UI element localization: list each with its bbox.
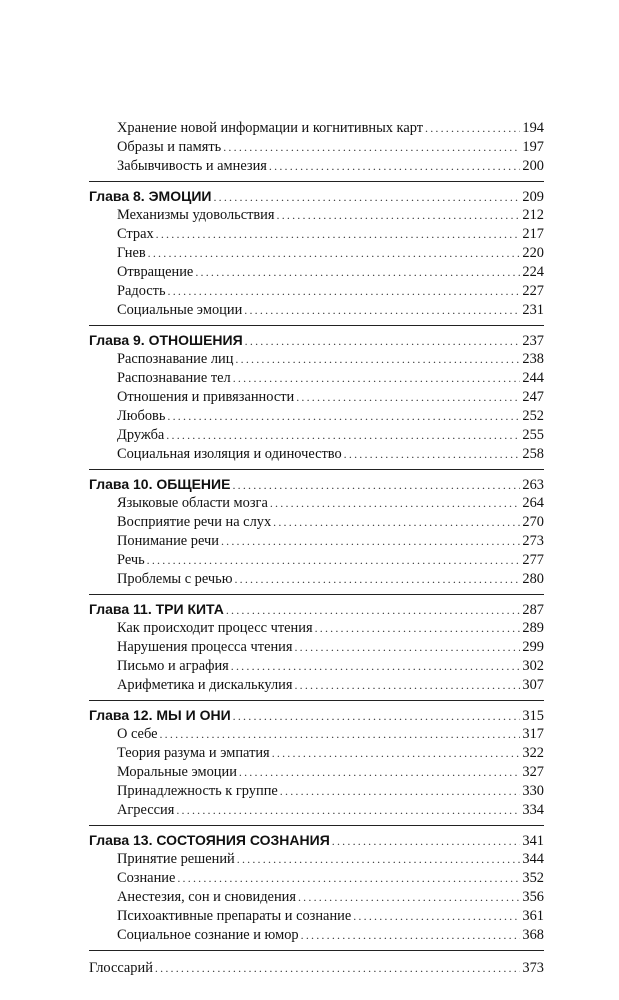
toc-entry xyxy=(89,570,544,589)
entry-title: Образы и память xyxy=(117,139,222,155)
page-number: 212 xyxy=(522,207,544,223)
toc-entry xyxy=(89,369,544,388)
toc-entry xyxy=(89,907,544,926)
dot-leader xyxy=(176,801,520,820)
toc-entry xyxy=(89,282,544,301)
page-number: 327 xyxy=(522,764,544,780)
toc-entry xyxy=(89,301,544,320)
entry-title: Радость xyxy=(117,283,166,299)
dot-leader xyxy=(233,369,520,388)
toc-entry xyxy=(89,138,544,157)
page-number: 247 xyxy=(522,389,544,405)
dot-leader xyxy=(167,407,520,426)
page-number: 341 xyxy=(522,833,544,849)
entry-title: Анестезия, сон и сновидения xyxy=(117,889,296,905)
toc-entry xyxy=(89,619,544,638)
toc-section xyxy=(89,830,544,951)
entry-title: Гнев xyxy=(117,245,146,261)
entry-title: Дружба xyxy=(117,427,165,443)
dot-leader xyxy=(168,282,520,301)
page-number: 227 xyxy=(522,283,544,299)
entry-title: Распознавание лиц xyxy=(117,351,234,367)
entry-title: Социальное сознание и юмор xyxy=(117,927,299,943)
entry-title: Глава 12. МЫ И ОНИ xyxy=(89,707,231,723)
toc-section xyxy=(89,599,544,701)
page-number: 270 xyxy=(522,514,544,530)
page-number: 258 xyxy=(522,446,544,462)
toc-section xyxy=(89,330,544,470)
page-number: 302 xyxy=(522,658,544,674)
chapter-heading xyxy=(89,187,544,206)
dot-leader xyxy=(166,426,520,445)
page-number: 264 xyxy=(522,495,544,511)
dot-leader xyxy=(315,619,520,638)
toc-entry xyxy=(89,350,544,369)
entry-title: Речь xyxy=(117,552,145,568)
chapter-heading xyxy=(89,706,544,725)
dot-leader xyxy=(244,301,520,320)
page-number: 209 xyxy=(522,189,544,205)
entry-title: Глава 10. ОБЩЕНИЕ xyxy=(89,476,231,492)
toc-entry xyxy=(89,426,544,445)
toc-entry xyxy=(89,407,544,426)
page-number: 200 xyxy=(522,158,544,174)
page-number: 224 xyxy=(522,264,544,280)
page-number: 273 xyxy=(522,533,544,549)
dot-leader xyxy=(148,244,520,263)
toc-entry xyxy=(89,926,544,945)
dot-leader xyxy=(223,138,520,157)
dot-leader xyxy=(159,725,520,744)
toc-entry xyxy=(89,657,544,676)
entry-title: Распознавание тел xyxy=(117,370,231,386)
page-number: 322 xyxy=(522,745,544,761)
dot-leader xyxy=(269,157,520,176)
dot-leader xyxy=(296,388,520,407)
dot-leader xyxy=(156,225,520,244)
entry-title: Глоссарий xyxy=(89,960,153,976)
glossary-entry xyxy=(89,959,544,978)
page-number: 244 xyxy=(522,370,544,386)
toc-entry xyxy=(89,869,544,888)
toc-section xyxy=(89,474,544,595)
dot-leader xyxy=(195,263,520,282)
dot-leader xyxy=(235,350,520,369)
toc-entry xyxy=(89,638,544,657)
toc-entry xyxy=(89,725,544,744)
entry-title: Сознание xyxy=(117,870,176,886)
entry-title: Страх xyxy=(117,226,154,242)
entry-title: Глава 8. ЭМОЦИИ xyxy=(89,188,212,204)
entry-title: Механизмы удовольствия xyxy=(117,207,275,223)
entry-title: Моральные эмоции xyxy=(117,764,237,780)
toc-entry xyxy=(89,445,544,464)
page-number: 252 xyxy=(522,408,544,424)
table-of-contents xyxy=(89,118,544,978)
entry-title: Агрессия xyxy=(117,802,175,818)
toc-entry xyxy=(89,888,544,907)
toc-entry xyxy=(89,744,544,763)
toc-section xyxy=(89,186,544,326)
entry-title: Отвращение xyxy=(117,264,194,280)
dot-leader xyxy=(298,888,520,907)
entry-title: Письмо и аграфия xyxy=(117,658,229,674)
toc-entry xyxy=(89,513,544,532)
toc-entry xyxy=(89,850,544,869)
dot-leader xyxy=(344,445,520,464)
page-number: 299 xyxy=(522,639,544,655)
entry-title: Арифметика и дискалькулия xyxy=(117,677,293,693)
toc-entry xyxy=(89,532,544,551)
page-number: 361 xyxy=(522,908,544,924)
dot-leader xyxy=(213,188,520,207)
page-number: 280 xyxy=(522,571,544,587)
page-number: 287 xyxy=(522,602,544,618)
page-number: 220 xyxy=(522,245,544,261)
toc-entry xyxy=(89,119,544,138)
dot-leader xyxy=(233,707,520,726)
entry-title: Восприятие речи на слух xyxy=(117,514,272,530)
dot-leader xyxy=(147,551,520,570)
entry-title: Любовь xyxy=(117,408,166,424)
toc-entry xyxy=(89,551,544,570)
page-number: 373 xyxy=(522,960,544,976)
page-number: 352 xyxy=(522,870,544,886)
entry-title: О себе xyxy=(117,726,158,742)
page-number: 317 xyxy=(522,726,544,742)
toc-entry xyxy=(89,263,544,282)
dot-leader xyxy=(177,869,520,888)
dot-leader xyxy=(231,657,520,676)
page-number: 307 xyxy=(522,677,544,693)
page-number: 238 xyxy=(522,351,544,367)
toc-entry xyxy=(89,782,544,801)
dot-leader xyxy=(232,476,520,495)
entry-title: Глава 11. ТРИ КИТА xyxy=(89,601,224,617)
page-number: 197 xyxy=(522,139,544,155)
dot-leader xyxy=(239,763,520,782)
entry-title: Забывчивость и амнезия xyxy=(117,158,267,174)
dot-leader xyxy=(155,959,520,978)
entry-title: Принадлежность к группе xyxy=(117,783,278,799)
page-number: 255 xyxy=(522,427,544,443)
toc-entry xyxy=(89,388,544,407)
toc-entry xyxy=(89,206,544,225)
dot-leader xyxy=(237,850,520,869)
page-number: 368 xyxy=(522,927,544,943)
toc-entry xyxy=(89,494,544,513)
entry-title: Понимание речи xyxy=(117,533,219,549)
page-number: 263 xyxy=(522,477,544,493)
dot-leader xyxy=(221,532,520,551)
chapter-heading xyxy=(89,600,544,619)
dot-leader xyxy=(425,119,520,138)
toc-entry xyxy=(89,225,544,244)
dot-leader xyxy=(280,782,520,801)
entry-title: Социальные эмоции xyxy=(117,302,243,318)
chapter-heading xyxy=(89,475,544,494)
page-number: 356 xyxy=(522,889,544,905)
entry-title: Нарушения процесса чтения xyxy=(117,639,293,655)
toc-entry xyxy=(89,763,544,782)
page-number: 330 xyxy=(522,783,544,799)
dot-leader xyxy=(226,601,520,620)
entry-title: Глава 13. СОСТОЯНИЯ СОЗНАНИЯ xyxy=(89,832,330,848)
toc-entry xyxy=(89,801,544,820)
dot-leader xyxy=(270,494,520,513)
dot-leader xyxy=(294,638,520,657)
entry-title: Отношения и привязанности xyxy=(117,389,295,405)
dot-leader xyxy=(234,570,520,589)
page-number: 217 xyxy=(522,226,544,242)
page-number: 194 xyxy=(522,120,544,136)
entry-title: Глава 9. ОТНОШЕНИЯ xyxy=(89,332,243,348)
chapter-heading xyxy=(89,831,544,850)
chapter-heading xyxy=(89,331,544,350)
toc-section xyxy=(89,705,544,826)
entry-title: Хранение новой информации и когнитивных карт xyxy=(117,120,423,136)
entry-title: Как происходит процесс чтения xyxy=(117,620,313,636)
dot-leader xyxy=(332,832,520,851)
page-number: 344 xyxy=(522,851,544,867)
entry-title: Языковые области мозга xyxy=(117,495,268,511)
entry-title: Психоактивные препараты и сознание xyxy=(117,908,352,924)
toc-entry xyxy=(89,157,544,176)
dot-leader xyxy=(353,907,520,926)
page-number: 231 xyxy=(522,302,544,318)
toc-entry xyxy=(89,244,544,263)
page-number: 289 xyxy=(522,620,544,636)
page-number: 237 xyxy=(522,333,544,349)
page-number: 315 xyxy=(522,708,544,724)
dot-leader xyxy=(272,744,520,763)
dot-leader xyxy=(294,676,520,695)
toc-section xyxy=(89,118,544,182)
toc-entry xyxy=(89,676,544,695)
dot-leader xyxy=(273,513,520,532)
page-number: 277 xyxy=(522,552,544,568)
entry-title: Проблемы с речью xyxy=(117,571,233,587)
dot-leader xyxy=(245,332,520,351)
entry-title: Теория разума и эмпатия xyxy=(117,745,270,761)
entry-title: Принятие решений xyxy=(117,851,235,867)
page-number: 334 xyxy=(522,802,544,818)
dot-leader xyxy=(301,926,520,945)
dot-leader xyxy=(277,206,521,225)
entry-title: Социальная изоляция и одиночество xyxy=(117,446,342,462)
